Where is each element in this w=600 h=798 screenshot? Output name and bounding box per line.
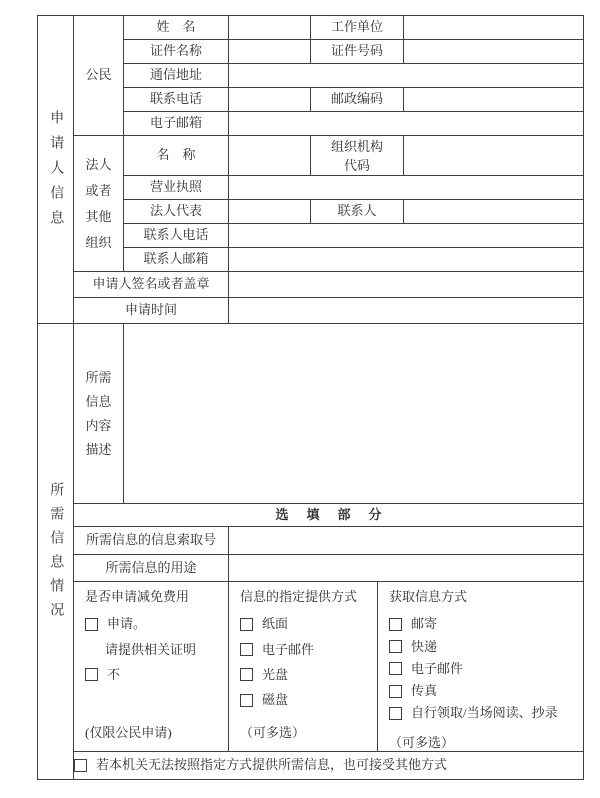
option-fee-apply — [85, 616, 146, 632]
field-label-description — [74, 324, 124, 504]
row-index-number — [38, 527, 584, 555]
option-label: 电子邮件 — [262, 641, 315, 657]
checkbox-email-obtain[interactable] — [389, 662, 402, 675]
provide-method-section — [229, 582, 378, 751]
option-label: 电子邮件 — [411, 660, 464, 676]
cert-number-value-cell[interactable] — [404, 40, 584, 64]
option-label: 纸面 — [262, 616, 289, 632]
option-email-obtain — [389, 661, 463, 677]
applicant-side-label: 申请人信息 — [48, 110, 64, 236]
option-label: 光盘 — [262, 666, 289, 682]
provide-method-title: 信息的指定提供方式 — [240, 589, 358, 604]
field-label-name: 姓 名 — [124, 16, 229, 40]
provide-method-footnote: （可多选） — [240, 724, 306, 740]
row-apply-time — [38, 298, 584, 324]
checkbox-paper[interactable] — [240, 618, 253, 631]
description-value-cell[interactable] — [124, 324, 584, 504]
org-code-value-cell[interactable] — [404, 136, 584, 176]
option-label: 申请。 — [107, 616, 147, 632]
field-label-cert-name: 证件名称 — [124, 40, 229, 64]
checkbox-express[interactable] — [389, 640, 402, 653]
work-unit-value-cell[interactable] — [404, 16, 584, 40]
option-cd — [240, 667, 288, 683]
legal-representative-value-cell[interactable] — [229, 200, 311, 224]
business-license-value-cell[interactable] — [229, 176, 584, 200]
field-label-org-code — [311, 136, 404, 176]
checkbox-fax[interactable] — [389, 685, 402, 698]
fee-waiver-title: 是否申请减免费用 — [85, 589, 190, 604]
field-label-email: 电子邮箱 — [124, 112, 229, 136]
option-label: 传真 — [411, 683, 438, 698]
option-express — [389, 639, 437, 655]
row-name — [38, 16, 584, 40]
obtain-method-title: 获取信息方式 — [389, 589, 468, 604]
field-label-legal-representative: 法人代表 — [124, 200, 229, 224]
checkbox-email-provide[interactable] — [240, 643, 253, 656]
option-label: 磁盘 — [262, 692, 289, 707]
row-org-name — [38, 136, 584, 176]
field-label-contact-email: 联系人邮箱 — [124, 248, 229, 272]
optional-section-header: 选填部分 — [74, 504, 584, 527]
purpose-value-cell[interactable] — [229, 555, 584, 582]
field-label-index-number: 所需信息的信息索取号 — [74, 527, 229, 555]
checkbox-cd[interactable] — [240, 668, 253, 681]
name-value-cell[interactable] — [229, 16, 311, 40]
field-label-signature: 申请人签名或者盖章 — [74, 272, 229, 298]
application-form-table — [37, 15, 584, 780]
group-label-legal-entity — [74, 136, 124, 272]
checkbox-mail[interactable] — [389, 618, 402, 631]
field-label-purpose: 所需信息的用途 — [74, 555, 229, 582]
contact-email-value-cell[interactable] — [229, 248, 584, 272]
group-label-citizen: 公民 — [74, 16, 124, 136]
checkbox-fee-no[interactable] — [85, 668, 98, 681]
field-label-cert-number: 证件号码 — [311, 40, 404, 64]
description-label: 所需信息内容描述 — [85, 369, 112, 457]
postcode-value-cell[interactable] — [404, 88, 584, 112]
option-label: 自行领取/当场阅读、抄录 — [411, 705, 558, 721]
field-label-phone: 联系电话 — [124, 88, 229, 112]
checkbox-fee-apply[interactable] — [85, 618, 98, 631]
field-label-address: 通信地址 — [124, 64, 229, 88]
email-value-cell[interactable] — [229, 112, 584, 136]
option-self-pickup — [389, 705, 558, 721]
field-label-work-unit: 工作单位 — [311, 16, 404, 40]
field-label-apply-time: 申请时间 — [74, 298, 229, 324]
apply-time-value-cell[interactable] — [229, 298, 584, 324]
row-purpose — [38, 555, 584, 582]
contact-person-value-cell[interactable] — [404, 200, 584, 224]
row-signature — [38, 272, 584, 298]
option-email-provide — [240, 642, 314, 658]
section-label-required-info — [38, 324, 74, 780]
field-label-contact-phone: 联系人电话 — [124, 224, 229, 248]
obtain-method-footnote: （可多选） — [389, 734, 455, 750]
required-info-side-label: 所需信息情况 — [48, 482, 64, 627]
option-label: 邮寄 — [411, 616, 438, 632]
phone-value-cell[interactable] — [229, 88, 311, 112]
field-label-postcode: 邮政编码 — [311, 88, 404, 112]
obtain-method-section — [378, 582, 583, 751]
row-optional-header — [38, 504, 584, 527]
field-label-business-license: 营业执照 — [124, 176, 229, 200]
row-checkbox-options — [38, 582, 584, 752]
checkbox-disk[interactable] — [240, 694, 253, 707]
row-description — [38, 324, 584, 504]
checkbox-options-area — [74, 582, 583, 751]
fee-apply-note: 请提供相关证明 — [105, 641, 197, 657]
legal-entity-label: 法人或者其他组织 — [85, 156, 112, 250]
address-value-cell[interactable] — [229, 64, 584, 88]
index-number-value-cell[interactable] — [229, 527, 584, 555]
row-other-method-note — [38, 752, 584, 780]
section-label-applicant-info — [38, 16, 74, 324]
fee-waiver-section — [74, 582, 229, 751]
field-label-contact-person: 联系人 — [311, 200, 404, 224]
signature-value-cell[interactable] — [229, 272, 584, 298]
cert-name-value-cell[interactable] — [229, 40, 311, 64]
option-fax — [389, 683, 437, 699]
checkbox-self-pickup[interactable] — [389, 707, 402, 720]
org-name-value-cell[interactable] — [229, 136, 311, 176]
org-code-label: 组织机构代码 — [330, 138, 383, 173]
option-fee-no — [85, 667, 120, 683]
option-label: 不 — [107, 666, 121, 682]
option-paper — [240, 616, 288, 632]
contact-phone-value-cell[interactable] — [229, 224, 584, 248]
other-method-note — [74, 757, 583, 773]
option-label: 快递 — [411, 638, 438, 654]
option-mail — [389, 616, 437, 632]
field-label-org-name: 名 称 — [124, 136, 229, 176]
other-method-note-label: 若本机关无法按照指定方式提供所需信息，也可接受其他方式 — [96, 757, 448, 773]
fee-waiver-footnote: (仅限公民申请) — [85, 724, 172, 740]
option-disk — [240, 692, 288, 708]
checkbox-other-method[interactable] — [74, 759, 87, 772]
